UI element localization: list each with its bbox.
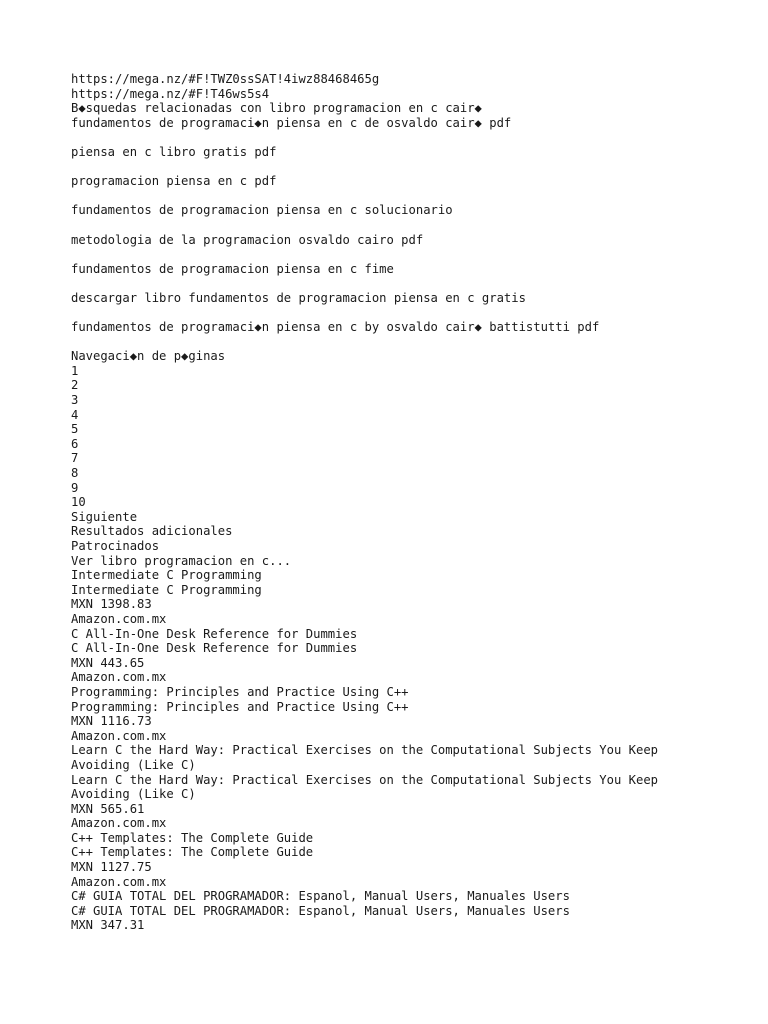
product-price: MXN 1398.83 — [71, 597, 152, 612]
product-item[interactable] — [71, 743, 711, 831]
next-page-link[interactable]: Siguiente — [71, 509, 138, 524]
product-subtitle: Learn C the Hard Way: Practical Exercises on the Computational Subjects You Keep Avoiding (Like C) — [71, 772, 666, 802]
product-subtitle: C# GUIA TOTAL DEL PROGRAMADOR: Espanol, Manual Users, Manuales Users — [71, 903, 570, 918]
page-link-5[interactable]: 5 — [71, 422, 79, 437]
product-title[interactable]: Learn C the Hard Way: Practical Exercises on the Computational Subjects You Keep Avoiding (Like C) — [71, 743, 666, 772]
product-title[interactable]: Intermediate C Programming — [71, 568, 262, 583]
product-subtitle: C++ Templates: The Complete Guide — [71, 845, 314, 860]
product-price: MXN 347.31 — [71, 918, 145, 933]
related-searches-heading: B◆squedas relacionadas con libro programacion en c cair◆ — [71, 101, 482, 116]
product-title[interactable]: C# GUIA TOTAL DEL PROGRAMADOR: Espanol, Manual Users, Manuales Users — [71, 889, 570, 904]
product-store[interactable]: Amazon.com.mx — [71, 874, 167, 889]
mega-link-1[interactable]: https://mega.nz/#F!TWZ0ssSAT!4iwz88468465g — [71, 72, 380, 86]
related-search-item[interactable]: piensa en c libro gratis pdf — [71, 144, 277, 159]
product-price: MXN 443.65 — [71, 655, 145, 670]
product-title[interactable]: Programming: Principles and Practice Using C++ — [71, 684, 409, 699]
page-link-1[interactable]: 1 — [71, 363, 79, 378]
related-search-item[interactable]: fundamentos de programaci◆n piensa en c by osvaldo cair◆ battistutti pdf — [71, 320, 600, 335]
page-link-7[interactable]: 7 — [71, 451, 79, 466]
page-link-9[interactable]: 9 — [71, 480, 79, 495]
product-price: MXN 1127.75 — [71, 860, 152, 875]
product-item[interactable] — [71, 568, 711, 626]
sponsored-label: Patrocinados — [71, 539, 160, 553]
product-subtitle: C All-In-One Desk Reference for Dummies — [71, 641, 358, 656]
product-title[interactable]: C All-In-One Desk Reference for Dummies — [71, 626, 358, 641]
product-store[interactable]: Amazon.com.mx — [71, 816, 167, 831]
related-search-item[interactable]: fundamentos de programacion piensa en c solucionario — [71, 203, 453, 218]
page-link-2[interactable]: 2 — [71, 378, 79, 393]
product-title[interactable]: C++ Templates: The Complete Guide — [71, 830, 314, 845]
product-store[interactable]: Amazon.com.mx — [71, 670, 167, 685]
product-store[interactable]: Amazon.com.mx — [71, 611, 167, 626]
product-price: MXN 1116.73 — [71, 714, 152, 729]
related-search-item[interactable]: programacion piensa en c pdf — [71, 174, 277, 189]
page-link-8[interactable]: 8 — [71, 466, 79, 481]
product-item[interactable] — [71, 685, 711, 743]
related-search-item[interactable]: fundamentos de programacion piensa en c fime — [71, 261, 394, 276]
mega-link-2[interactable]: https://mega.nz/#F!T46ws5s4 — [71, 86, 270, 101]
additional-results-heading: Resultados adicionales — [71, 524, 233, 539]
product-subtitle: Intermediate C Programming — [71, 582, 262, 597]
product-item[interactable] — [71, 627, 711, 685]
page-link-4[interactable]: 4 — [71, 407, 79, 422]
related-search-item[interactable]: metodologia de la programacion osvaldo cairo pdf — [71, 232, 424, 247]
document-page — [71, 72, 711, 933]
product-price: MXN 565.61 — [71, 801, 145, 816]
product-subtitle: Programming: Principles and Practice Using C++ — [71, 699, 409, 714]
product-item[interactable] — [71, 831, 711, 889]
pagination-heading: Navegaci◆n de p◆ginas — [71, 349, 226, 364]
related-search-item[interactable]: fundamentos de programaci◆n piensa en c de osvaldo cair◆ pdf — [71, 115, 512, 130]
product-store[interactable]: Amazon.com.mx — [71, 728, 167, 743]
product-item[interactable] — [71, 889, 711, 933]
see-more-link[interactable]: Ver libro programacion en c... — [71, 553, 292, 568]
page-link-10[interactable]: 10 — [71, 495, 86, 510]
page-link-6[interactable]: 6 — [71, 436, 79, 451]
page-link-3[interactable]: 3 — [71, 393, 79, 408]
related-search-item[interactable]: descargar libro fundamentos de programacion piensa en c gratis — [71, 290, 526, 305]
